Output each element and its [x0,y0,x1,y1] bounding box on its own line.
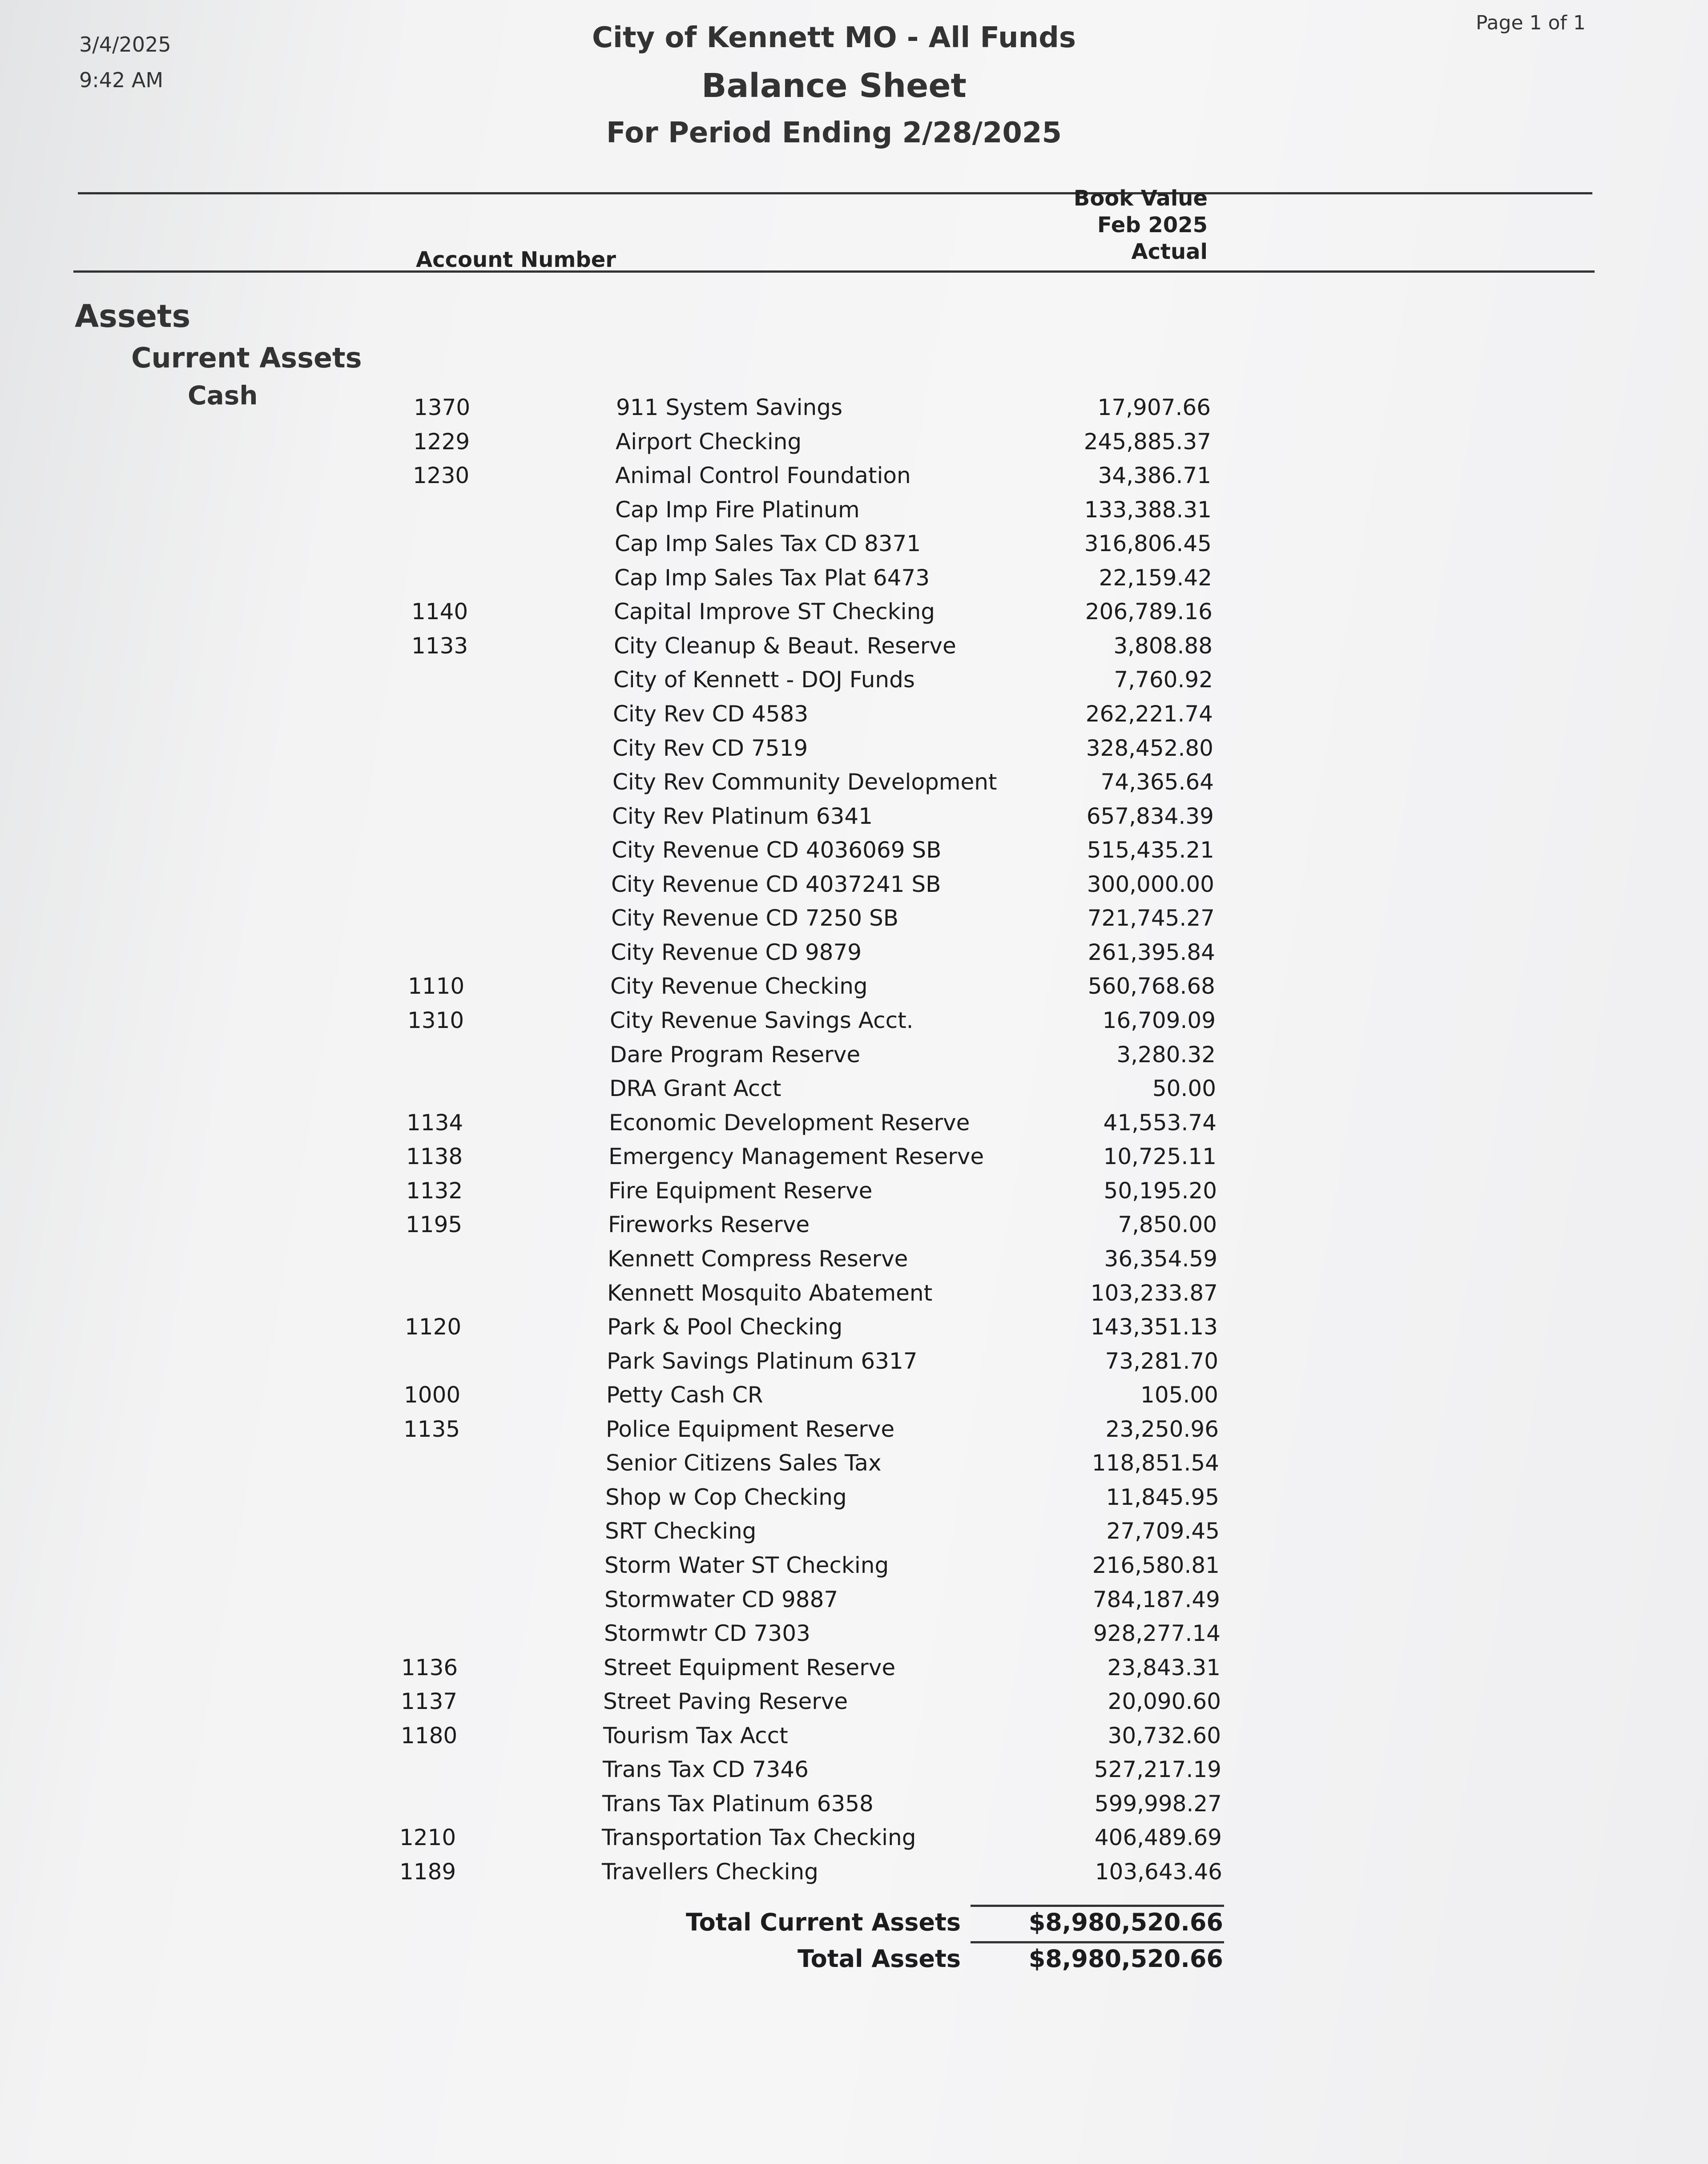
account-number-cell: 1180 [401,1723,458,1749]
table-row [0,1072,1708,1105]
table-row [0,391,1708,424]
account-description-cell: City Revenue CD 4036069 SB [612,837,942,863]
book-value-cell: 133,388.31 [1084,497,1212,523]
book-value-cell: 34,386.71 [1098,463,1211,488]
section-current-assets: Current Assets [131,342,362,374]
account-number-cell: 1138 [406,1144,463,1169]
table-row [0,561,1708,595]
account-description-cell: Fire Equipment Reserve [608,1178,873,1204]
account-description-cell: Emergency Management Reserve [608,1144,984,1169]
total-current-assets-label: Total Current Assets [686,1908,961,1936]
book-value-cell: 3,280.32 [1116,1042,1216,1068]
table-row [0,1684,1708,1718]
book-value-line-3: Actual [1131,239,1208,264]
book-value-cell: 118,851.54 [1092,1450,1219,1476]
account-description-cell: Dare Program Reserve [610,1042,861,1068]
table-row [0,629,1708,663]
book-value-cell: 316,806.45 [1084,531,1212,556]
account-description-cell: Economic Development Reserve [609,1110,970,1136]
table-row [0,833,1708,867]
table-row [0,1140,1708,1173]
table-row [0,527,1708,560]
table-row [0,1616,1708,1650]
account-description-cell: Cap Imp Sales Tax CD 8371 [615,531,921,556]
print-time: 9:42 AM [79,68,164,92]
table-row [0,969,1708,1003]
total-current-assets-value: $8,980,520.66 [1028,1908,1223,1936]
book-value-cell: 22,159.42 [1099,565,1212,591]
account-number-cell: 1370 [414,395,471,420]
report-title: City of Kennett MO - All Funds [592,21,1076,54]
report-subtitle: Balance Sheet [701,67,967,105]
account-description-cell: SRT Checking [605,1518,757,1544]
account-description-cell: 911 System Savings [616,395,843,420]
account-number-cell: 1140 [411,599,468,625]
account-description-cell: Stormwtr CD 7303 [604,1620,810,1646]
table-row [0,1378,1708,1412]
print-date: 3/4/2025 [79,32,171,56]
account-description-cell: Street Equipment Reserve [604,1655,896,1680]
account-description-cell: City Cleanup & Beaut. Reserve [614,633,956,659]
table-row [0,1344,1708,1378]
book-value-cell: 16,709.09 [1102,1007,1216,1033]
account-description-cell: Stormwater CD 9887 [604,1587,838,1612]
account-description-cell: Petty Cash CR [606,1382,763,1408]
book-value-cell: 50,195.20 [1104,1178,1217,1204]
table-row [0,697,1708,731]
account-description-cell: City Rev Platinum 6341 [612,803,873,829]
table-row [0,595,1708,629]
account-description-cell: Trans Tax CD 7346 [603,1757,809,1782]
book-value-cell: 300,000.00 [1087,871,1214,897]
account-description-cell: Travellers Checking [602,1859,818,1885]
account-description-cell: Tourism Tax Acct [603,1723,788,1749]
header-bottom-rule [73,270,1595,273]
book-value-cell: 103,233.87 [1090,1280,1218,1306]
account-description-cell: City Rev Community Development [612,769,997,795]
book-value-cell: 23,250.96 [1105,1416,1219,1442]
book-value-cell: 41,553.74 [1103,1110,1217,1136]
column-header-account-number: Account Number [416,247,616,272]
table-row [0,1583,1708,1616]
section-cash: Cash [188,380,258,411]
book-value-cell: 599,998.27 [1094,1791,1222,1817]
book-value-cell: 245,885.37 [1084,429,1211,455]
column-header-book-value [1068,185,1208,265]
table-row [0,1412,1708,1446]
account-description-cell: City Revenue CD 9879 [611,939,862,965]
total-assets-value: $8,980,520.66 [1028,1945,1223,1973]
book-value-line-1: Book Value [1073,186,1208,211]
page-indicator: Page 1 of 1 [1476,12,1586,34]
account-description-cell: Kennett Mosquito Abatement [607,1280,933,1306]
table-row [0,663,1708,697]
account-description-cell: City Revenue CD 4037241 SB [611,871,941,897]
account-number-cell: 1000 [404,1382,461,1408]
table-row [0,1787,1708,1821]
account-description-cell: Animal Control Foundation [615,463,911,488]
book-value-cell: 50.00 [1152,1076,1216,1101]
table-row [0,1038,1708,1072]
account-description-cell: Kennett Compress Reserve [608,1246,908,1272]
table-row [0,425,1708,459]
account-description-cell: Park Savings Platinum 6317 [607,1348,918,1374]
book-value-cell: 527,217.19 [1094,1757,1221,1782]
table-row [0,1003,1708,1037]
table-row [0,1855,1708,1889]
report-period: For Period Ending 2/28/2025 [606,117,1062,149]
account-description-cell: City of Kennett - DOJ Funds [613,667,915,693]
account-description-cell: Fireworks Reserve [608,1212,810,1237]
table-row [0,1753,1708,1786]
book-value-cell: 928,277.14 [1093,1620,1221,1646]
account-description-cell: City Rev CD 7519 [612,735,808,761]
book-value-cell: 206,789.16 [1085,599,1213,625]
table-row [0,1106,1708,1140]
account-description-cell: Trans Tax Platinum 6358 [602,1791,874,1817]
account-description-cell: City Revenue Savings Acct. [610,1007,914,1033]
book-value-cell: 73,281.70 [1105,1348,1218,1374]
book-value-cell: 784,187.49 [1092,1587,1220,1612]
table-row [0,1514,1708,1548]
table-row [0,1310,1708,1344]
account-number-cell: 1134 [407,1110,463,1136]
book-value-cell: 10,725.11 [1103,1144,1217,1169]
section-assets: Assets [75,298,191,334]
table-row [0,1719,1708,1753]
book-value-cell: 11,845.95 [1106,1484,1219,1510]
book-value-cell: 7,760.92 [1114,667,1213,693]
book-value-cell: 7,850.00 [1118,1212,1217,1237]
account-number-cell: 1136 [401,1655,458,1680]
account-number-cell: 1132 [406,1178,463,1204]
print-datetime [79,27,171,98]
total-assets-label: Total Assets [798,1945,961,1973]
account-number-cell: 1120 [405,1314,462,1340]
book-value-cell: 406,489.69 [1094,1825,1222,1850]
account-number-cell: 1210 [399,1825,456,1850]
table-row [0,731,1708,765]
book-value-cell: 143,351.13 [1090,1314,1218,1340]
book-value-cell: 105.00 [1140,1382,1218,1408]
book-value-cell: 328,452.80 [1086,735,1213,761]
table-row [0,765,1708,799]
table-row [0,1548,1708,1582]
table-row [0,1480,1708,1514]
book-value-cell: 216,580.81 [1092,1552,1220,1578]
book-value-cell: 515,435.21 [1087,837,1214,863]
table-row [0,1446,1708,1480]
account-number-cell: 1110 [408,973,465,999]
account-description-cell: Capital Improve ST Checking [614,599,935,625]
account-description-cell: Storm Water ST Checking [604,1552,889,1578]
account-number-cell: 1133 [411,633,468,659]
account-description-cell: DRA Grant Acct [609,1076,781,1101]
table-row [0,1276,1708,1310]
book-value-cell: 657,834.39 [1086,803,1214,829]
header-top-rule [78,192,1592,194]
book-value-cell: 36,354.59 [1104,1246,1217,1272]
account-description-cell: City Revenue Checking [610,973,868,999]
account-description-cell: Cap Imp Sales Tax Plat 6473 [614,565,930,591]
account-description-cell: Shop w Cop Checking [605,1484,847,1510]
account-description-cell: City Revenue CD 7250 SB [611,905,899,931]
account-description-cell: Airport Checking [616,429,802,455]
book-value-cell: 261,395.84 [1088,939,1215,965]
account-number-cell: 1195 [406,1212,463,1237]
account-description-cell: Park & Pool Checking [607,1314,843,1340]
account-description-cell: Transportation Tax Checking [602,1825,916,1850]
table-row [0,1174,1708,1208]
account-description-cell: Cap Imp Fire Platinum [615,497,860,523]
table-row [0,1651,1708,1684]
account-number-cell: 1230 [413,463,470,488]
table-row [0,493,1708,527]
table-row [0,935,1708,969]
book-value-cell: 721,745.27 [1087,905,1215,931]
table-row [0,799,1708,833]
table-row [0,1821,1708,1854]
account-number-cell: 1189 [399,1859,456,1885]
table-row [0,1208,1708,1241]
account-description-cell: Street Paving Reserve [603,1688,848,1714]
table-row [0,459,1708,492]
book-value-cell: 20,090.60 [1108,1688,1221,1714]
table-row [0,1242,1708,1276]
book-value-cell: 17,907.66 [1097,395,1211,420]
book-value-cell: 74,365.64 [1100,769,1214,795]
book-value-cell: 560,768.68 [1088,973,1215,999]
account-number-cell: 1135 [403,1416,460,1442]
table-row [0,867,1708,901]
account-number-cell: 1137 [401,1688,458,1714]
book-value-cell: 3,808.88 [1113,633,1213,659]
book-value-cell: 23,843.31 [1107,1655,1221,1680]
book-value-line-2: Feb 2025 [1097,213,1208,238]
account-description-cell: Police Equipment Reserve [606,1416,895,1442]
account-description-cell: Senior Citizens Sales Tax [606,1450,882,1476]
book-value-cell: 27,709.45 [1106,1518,1220,1544]
account-number-cell: 1310 [407,1007,464,1033]
book-value-cell: 103,643.46 [1095,1859,1222,1885]
account-description-cell: City Rev CD 4583 [613,701,809,727]
book-value-cell: 30,732.60 [1108,1723,1221,1749]
account-number-cell: 1229 [413,429,470,455]
book-value-cell: 262,221.74 [1085,701,1213,727]
table-row [0,901,1708,935]
